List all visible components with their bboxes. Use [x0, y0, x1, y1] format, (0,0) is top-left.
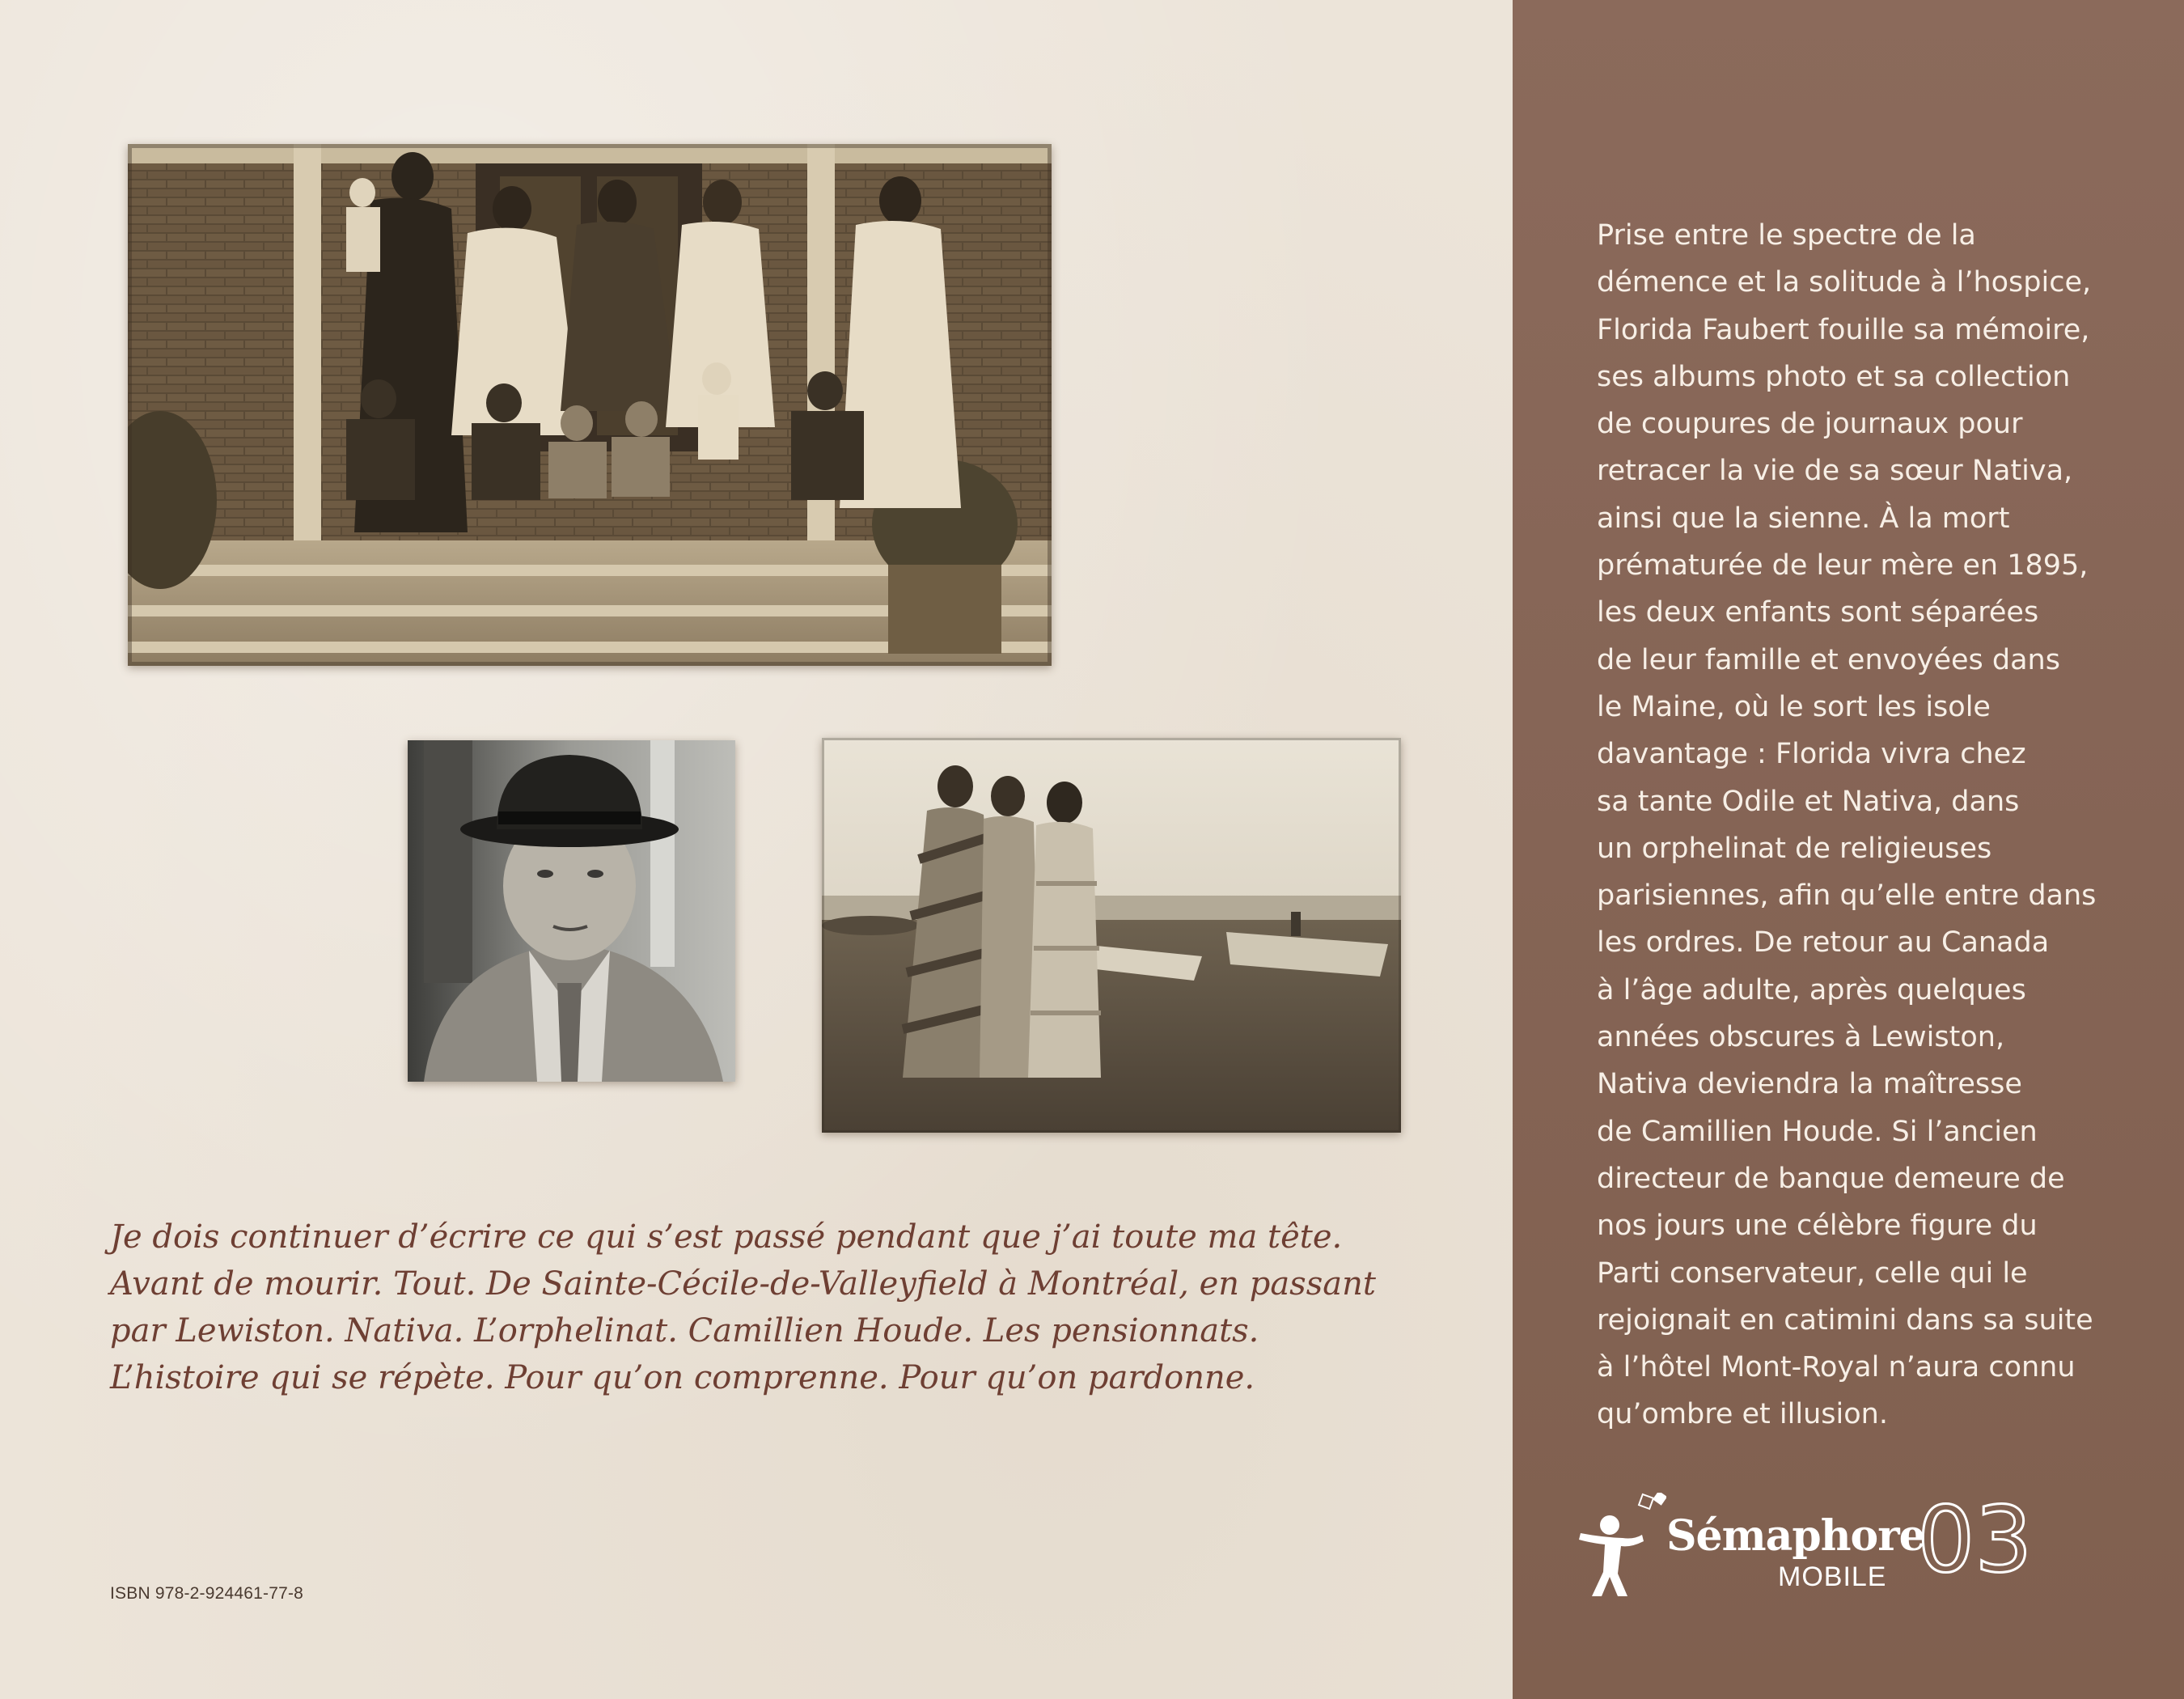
synopsis-line: Florida Faubert fouille sa mémoire,: [1597, 313, 2090, 346]
synopsis-line: parisiennes, afin qu’elle entre dans: [1597, 879, 2097, 913]
synopsis-line: Parti conservateur, celle qui le: [1597, 1256, 2028, 1290]
quote-line: L’histoire qui se répète. Pour qu’on comprenne. Pour qu’on pardonne.: [110, 1359, 1255, 1396]
quote-line: par Lewiston. Nativa. L’orphelinat. Camillien Houde. Les pensionnats.: [110, 1312, 1259, 1349]
synopsis-line: ainsi que la sienne. À la mort: [1597, 502, 2010, 535]
collection-number: 03: [1917, 1488, 2033, 1593]
synopsis-line: un orphelinat de religieuses: [1597, 832, 1992, 865]
synopsis-line: le Maine, où le sort les isole: [1597, 690, 1991, 723]
synopsis-line: nos jours une célèbre figure du: [1597, 1210, 2038, 1243]
women-on-beach-photo: [822, 738, 1401, 1133]
synopsis-line: à l’âge adulte, après quelques: [1597, 973, 2026, 1006]
isbn: ISBN 978-2-924461-77-8: [110, 1584, 304, 1603]
synopsis-line: de leur famille et envoyées dans: [1597, 643, 2060, 676]
quote-line: Avant de mourir. Tout. De Sainte-Cécile-de-Valleyfield à Montréal, en passant: [110, 1265, 1376, 1303]
synopsis-line: davantage : Florida vivra chez: [1597, 738, 2026, 771]
synopsis-line: qu’ombre et illusion.: [1597, 1398, 1888, 1431]
synopsis-line: de coupures de journaux pour: [1597, 408, 2023, 441]
synopsis-line: ses albums photo et sa collection: [1597, 360, 2071, 393]
synopsis-line: directeur de banque demeure de: [1597, 1162, 2065, 1195]
synopsis-line: démence et la solitude à l’hospice,: [1597, 266, 2092, 299]
synopsis-line: prématurée de leur mère en 1895,: [1597, 549, 2089, 583]
synopsis-line: Prise entre le spectre de la: [1597, 219, 1976, 252]
semaphore-figure-icon: [1577, 1493, 1666, 1598]
publisher-collection: MOBILE: [1778, 1561, 1887, 1592]
synopsis-line: à l’hôtel Mont-Royal n’aura connu: [1597, 1351, 2076, 1384]
synopsis-line: rejoignait en catimini dans sa suite: [1597, 1303, 2093, 1337]
publisher-logo: [1577, 1489, 2063, 1610]
synopsis-line: les deux enfants sont séparées: [1597, 596, 2039, 629]
synopsis-line: les ordres. De retour au Canada: [1597, 926, 2050, 960]
bowler-hat-portrait-photo: [408, 740, 735, 1082]
quote-line: Je dois continuer d’écrire ce qui s’est passé pendant que j’ai toute ma tête.: [110, 1218, 1343, 1256]
synopsis-text: [1597, 212, 2123, 1438]
synopsis-line: retracer la vie de sa sœur Nativa,: [1597, 455, 2073, 488]
publisher-name: Sémaphore: [1666, 1511, 1925, 1561]
synopsis-line: de Camillien Houde. Si l’ancien: [1597, 1115, 2038, 1148]
synopsis-line: Nativa deviendra la maîtresse: [1597, 1068, 2022, 1101]
synopsis-line: années obscures à Lewiston,: [1597, 1021, 2005, 1054]
back-cover-quote: [110, 1214, 1437, 1401]
family-porch-photo: [128, 144, 1052, 666]
synopsis-line: sa tante Odile et Nativa, dans: [1597, 785, 2020, 818]
